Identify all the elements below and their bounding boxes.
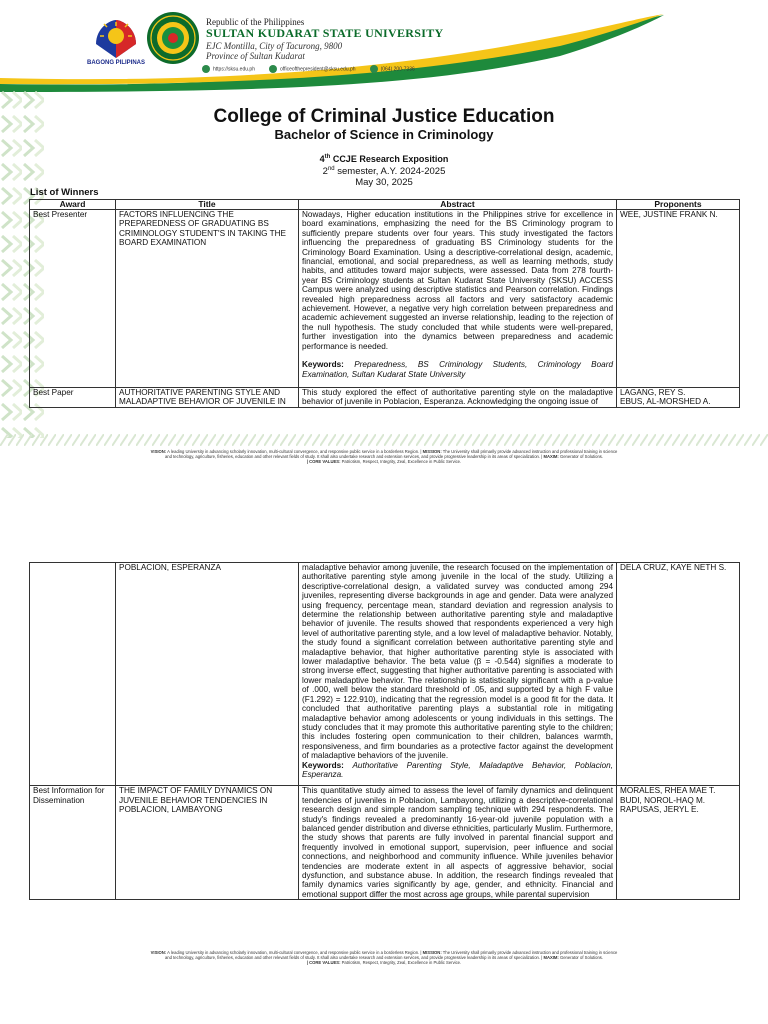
maxim-label: MAXIM: xyxy=(543,955,559,961)
proponent-name: EBUS, AL-MORSHED A. xyxy=(620,397,711,407)
program-title: Bachelor of Science in Criminology xyxy=(274,127,494,142)
mission-label: MISSION: xyxy=(422,449,442,454)
university-province: Province of Sultan Kudarat xyxy=(206,51,305,62)
proponents-column-header: Proponents xyxy=(617,200,740,210)
event-date: May 30, 2025 xyxy=(355,177,413,188)
proponents-cell: WEE, JUSTINE FRANK N. xyxy=(617,210,740,388)
proponents-cell xyxy=(617,387,740,407)
abstract-cell: This quantitative study aimed to assess the level of family dynamics and delinquent tendencies of juveniles in Poblacion, Lambayong, utilizing a descriptive-correlational research design and simple random sampling technique with 294 respondents. The study's findings revealed a predominantly 16-year-old juvenile population with a balanced gender distribution and diverse ethnicities, particularly Muslim. Furthermore, the study shows that parents are fully involved in parental financial support and frequently involved in emotional support, supervision, peer influence and social connections, and neighborhood and community influence. While juveniles behavior tendencies are moderate extent in all aspects of aggressive behavior, social dysfunction, and substance abuse. In addition, the research findings revealed that family dynamics varies significantly by age, gender, and ethnicity. Financial and emotional support differ the most across age groups, while parental supervision xyxy=(299,786,617,900)
keywords-label: Keywords: xyxy=(302,360,344,370)
event-name: CCJE Research Exposition xyxy=(330,154,449,164)
proponents-cell: DELA CRUZ, KAYE NETH S. xyxy=(617,563,740,786)
proponents-cell xyxy=(617,786,740,900)
core-values-text: Patriotism, Respect, Integrity, Zeal, Excellence in Public Service. xyxy=(340,459,462,465)
university-name: SULTAN KUDARAT STATE UNIVERSITY xyxy=(206,26,444,41)
footer-strip-decoration xyxy=(0,434,768,446)
vision-text: A leading University in advancing scholarly innovation, multi-cultural convergence, and responsive public service in a borderless Region. | xyxy=(166,449,423,454)
core-values-label: | CORE VALUES: xyxy=(306,459,341,465)
semester-text: semester, A.Y. 2024-2025 xyxy=(334,166,446,178)
award-cell: Best Paper xyxy=(30,387,116,407)
document-page-1 xyxy=(0,0,768,476)
maxim-text: Generator of Solutions. xyxy=(558,454,604,460)
table-row xyxy=(30,786,740,900)
table-row xyxy=(30,387,740,407)
award-cell xyxy=(30,563,116,786)
abstract-cell xyxy=(299,563,617,786)
abstract-column-header: Abstract xyxy=(299,200,617,210)
phone-text: (064) 200-7336 xyxy=(380,66,415,73)
maxim-label: MAXIM: xyxy=(543,454,559,460)
keywords-line xyxy=(302,360,613,379)
abstract-text: maladaptive behavior among juvenile, the research focused on the implementation of authoritative parenting style among juvenile in the local of the study. Utilizing a descriptive-correlational design, a validated survey was conducted among 294 juveniles, representing diverse backgrounds in age and gender. Data were analyzed using frequency, percentage mean, standard deviation and regression analysis to determine the relationship between authoritative parenting style and maladaptive behavior of juvenile. The results showed that respondents experienced a very high level of authoritative parenting style, and a low level of maladaptive behavior. Notably, the study found a significant correlation between authoritative parenting style and maladaptive behavior, that higher authoritative parenting style is associated with lower maladaptive behavior. The beta value (β = -0.544) signifies a moderate to strong inverse effect, suggesting that higher authoritative parenting is associated with lower maladaptive behavior. The relationship is statistically significant with a p-value of .000, well below the standard threshold of .05, and supported by a high F value (F1.292) = 122.910), indicating that the regression model is a good fit for the data. It concluded that authoritative parenting plays a substantial role in mitigating maladaptive behavior among adolescents or young individuals in this settings. The study concludes that it may promote this authoritative parenting style to the children; this includes fostering open communication to their children, balances warmth, responsiveness, and firm boundaries as a protective factor against the development of maladaptive behaviors of the juvenile. xyxy=(302,563,613,761)
winners-table-continued xyxy=(29,562,740,900)
mission-text: The University shall primarily provide advanced instruction and professional training in science and technology, agriculture, fisheries, education and other relevant fields of study. It shall also undertake research and extension services, and provide progressive leadership in its areas of specialization. | xyxy=(164,950,618,961)
award-column-header: Award xyxy=(30,200,116,210)
table-row xyxy=(30,563,740,786)
proponent-name: BUDI, NOROL-HAQ M. xyxy=(620,795,706,805)
title-cell: FACTORS INFLUENCING THE PREPAREDNESS OF GRADUATING BS CRIMINOLOGY STUDENT'S IN TAKING THE BOARD EXAMINATION xyxy=(116,210,299,388)
core-values-label: | CORE VALUES: xyxy=(306,960,341,966)
table-header-row xyxy=(30,200,740,210)
abstract-text: Nowadays, Higher education institutions in the Philippines strive for excellence in board examinations, emphasizing the need for the BS Criminology program to sufficiently prepare students over four years. This study investigated the factors influencing the preparedness of graduating BS Criminology students for the Criminology Board Examination. Using a descriptive-correlational design, academic, financial, emotional, and social preparedness, as well as learning methods, study habits, and attitudes toward major subjects, were assessed. Data from 278 fourth-year BS Criminology students at Sultan Kudarat State University (SKSU) ACCESS Campus were analyzed using descriptive statistics and Pearson correlation. Findings revealed high preparedness across all factors and very satisfactory academic achievement. However, a negative very high correlation between preparedness and academic achievement suggested an inverse relationship, leading to the rejection of the null hypothesis. The study concluded that while students were well-prepared, further investigation into the dynamics between preparedness and academic performance is needed. xyxy=(302,210,613,351)
vision-label: VISION: xyxy=(150,449,167,454)
footer-vmgo xyxy=(150,449,618,465)
maxim-text: Generator of Solutions. xyxy=(558,955,604,961)
proponent-name: LAGANG, REY S. xyxy=(620,387,686,397)
college-title: College of Criminal Justice Education xyxy=(213,106,555,127)
title-column-header: Title xyxy=(116,200,299,210)
title-cell: THE IMPACT OF FAMILY DYNAMICS ON JUVENILE BEHAVIOR TENDENCIES IN POBLACION, LAMBAYONG xyxy=(116,786,299,900)
footer-vmgo xyxy=(150,950,618,966)
keywords-text: Preparedness, BS Criminology Students, Criminology Board Examination, Sultan Kudarat State University xyxy=(302,360,614,379)
document-page-2 xyxy=(0,538,768,1024)
semester-ordinal: 2 xyxy=(322,166,328,178)
proponent-name: RAPUSAS, JERYL E. xyxy=(620,805,699,815)
republic-line: Republic of the Philippines xyxy=(206,17,305,27)
title-cell: AUTHORITATIVE PARENTING STYLE AND MALADAPTIVE BEHAVIOR OF JUVENILE IN xyxy=(116,387,299,407)
event-ordinal-suffix: th xyxy=(324,154,331,160)
winners-table xyxy=(29,199,740,408)
vision-text: A leading University in advancing scholarly innovation, multi-cultural convergence, and responsive public service in a borderless Region. | xyxy=(166,950,423,955)
title-cell: POBLACION, ESPERANZA xyxy=(116,563,299,786)
website-text: https://sksu.edu.ph xyxy=(213,66,255,73)
mission-label: MISSION: xyxy=(422,950,442,955)
email-text: officeofthepresident@sksu.edu.ph xyxy=(279,66,356,73)
abstract-cell xyxy=(299,210,617,388)
award-cell: Best Information for Dissemination xyxy=(30,786,116,900)
vision-label: VISION: xyxy=(150,950,167,955)
university-address: EJC Montilla, City of Tacurong, 9800 xyxy=(206,41,343,52)
table-row xyxy=(30,210,740,388)
event-ordinal: 4 xyxy=(319,154,325,164)
abstract-cell: This study explored the effect of authoritative parenting style on the maladaptive behavior of juvenile in Poblacion, Esperanza. Acknowledging the ongoing issue of xyxy=(299,387,617,407)
core-values-text: Patriotism, Respect, Integrity, Zeal, Excellence in Public Service. xyxy=(340,960,462,966)
bagong-pilipinas-label: BAGONG PILIPINAS xyxy=(86,60,145,66)
list-of-winners-heading: List of Winners xyxy=(30,187,99,198)
mission-text: The University shall primarily provide advanced instruction and professional training in science and technology, agriculture, fisheries, education and other relevant fields of study. It shall also undertake research and extension services, and provide progressive leadership in its areas of specialization. | xyxy=(164,449,618,460)
keywords-text: Authoritative Parenting Style, Maladaptive Behavior, Poblacion, Esperanza. xyxy=(302,760,613,779)
proponent-name: MORALES, RHEA MAE T. xyxy=(620,786,716,796)
keywords-label: Keywords: xyxy=(302,760,344,770)
award-cell: Best Presenter xyxy=(30,210,116,388)
semester-ordinal-suffix: nd xyxy=(327,166,335,172)
keywords-line xyxy=(302,761,613,780)
